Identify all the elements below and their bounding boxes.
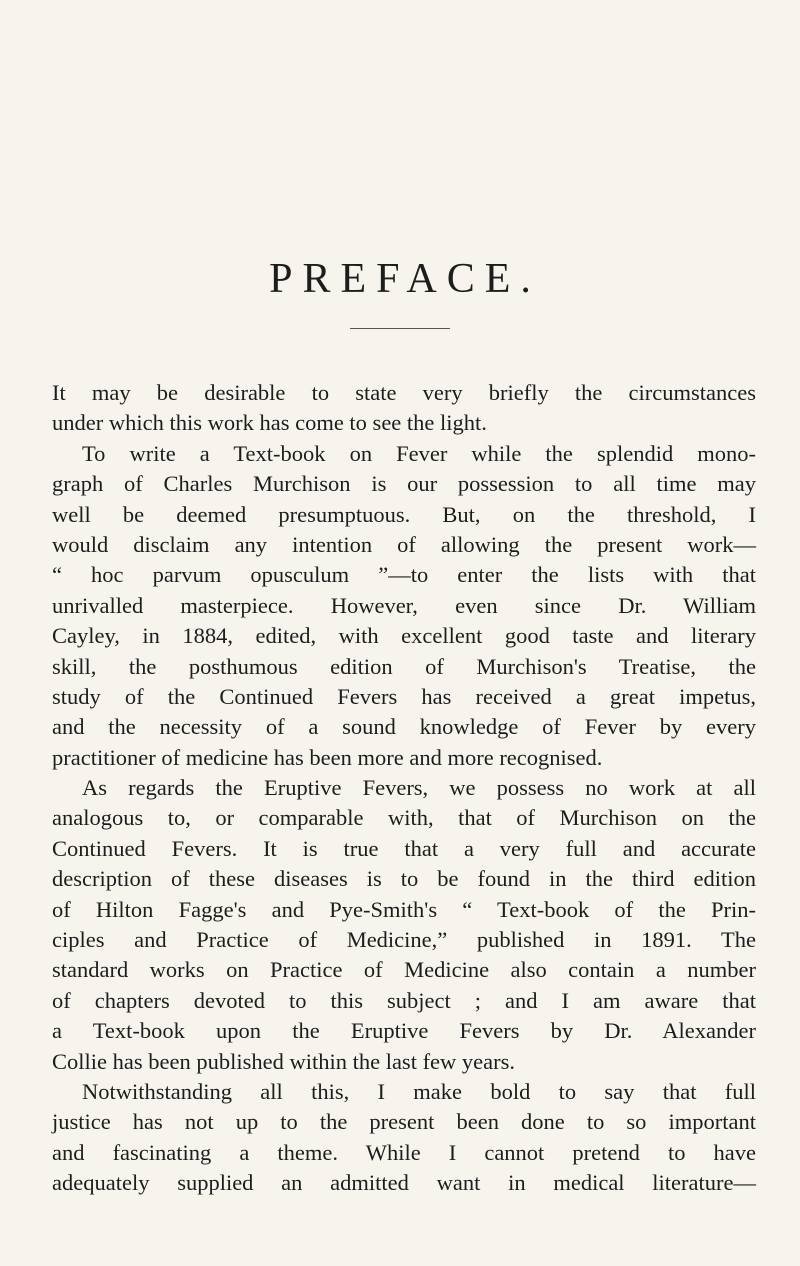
text-line: description of these diseases is to be found in the third edition bbox=[52, 866, 756, 892]
text-line: unrivalled masterpiece. However, even since Dr. William bbox=[52, 592, 756, 618]
text-line: under which this work has come to see the light. bbox=[52, 410, 487, 436]
preface-body bbox=[52, 378, 756, 1199]
text-line: To write a Text-book on Fever while the splendid mono- bbox=[82, 440, 756, 466]
text-line: well be deemed presumptuous. But, on the threshold, I bbox=[52, 501, 756, 527]
text-line: a Text-book upon the Eruptive Fevers by Dr. Alexander bbox=[52, 1018, 756, 1044]
text-line: graph of Charles Murchison is our possession to all time may bbox=[52, 471, 756, 497]
text-line: Collie has been published within the last few years. bbox=[52, 1048, 516, 1074]
title-divider bbox=[350, 328, 450, 329]
text-line: Continued Fevers. It is true that a very full and accurate bbox=[52, 835, 756, 861]
text-line: practitioner of medicine has been more and more recognised. bbox=[52, 744, 603, 770]
text-line: ciples and Practice of Medicine,” published in 1891. The bbox=[52, 927, 756, 953]
text-line: justice has not up to the present been done to so important bbox=[52, 1109, 756, 1135]
text-line: “ hoc parvum opusculum ”—to enter the lists with that bbox=[52, 562, 756, 588]
text-line: It may be desirable to state very briefly the circumstances bbox=[52, 380, 756, 405]
text-line: Notwithstanding all this, I make bold to say that full bbox=[82, 1078, 756, 1104]
text-line: Cayley, in 1884, edited, with excellent good taste and literary bbox=[52, 623, 756, 649]
text-line: of Hilton Fagge's and Pye-Smith's “ Text-book of the Prin- bbox=[52, 896, 756, 922]
text-line: standard works on Practice of Medicine also contain a number bbox=[52, 957, 756, 983]
text-line: study of the Continued Fevers has received a great impetus, bbox=[52, 683, 756, 709]
page-title: PREFACE. bbox=[269, 256, 541, 302]
text-line: of chapters devoted to this subject ; and I am aware that bbox=[52, 987, 756, 1013]
text-line: skill, the posthumous edition of Murchison's Treatise, the bbox=[52, 653, 756, 679]
text-line: analogous to, or comparable with, that of Murchison on the bbox=[52, 805, 756, 831]
text-line: adequately supplied an admitted want in medical literature— bbox=[52, 1170, 756, 1196]
text-line: As regards the Eruptive Fevers, we possess no work at all bbox=[82, 775, 756, 801]
text-line: would disclaim any intention of allowing the present work— bbox=[52, 531, 756, 557]
text-line: and the necessity of a sound knowledge of Fever by every bbox=[52, 714, 756, 740]
text-line: and fascinating a theme. While I cannot pretend to have bbox=[52, 1139, 756, 1165]
